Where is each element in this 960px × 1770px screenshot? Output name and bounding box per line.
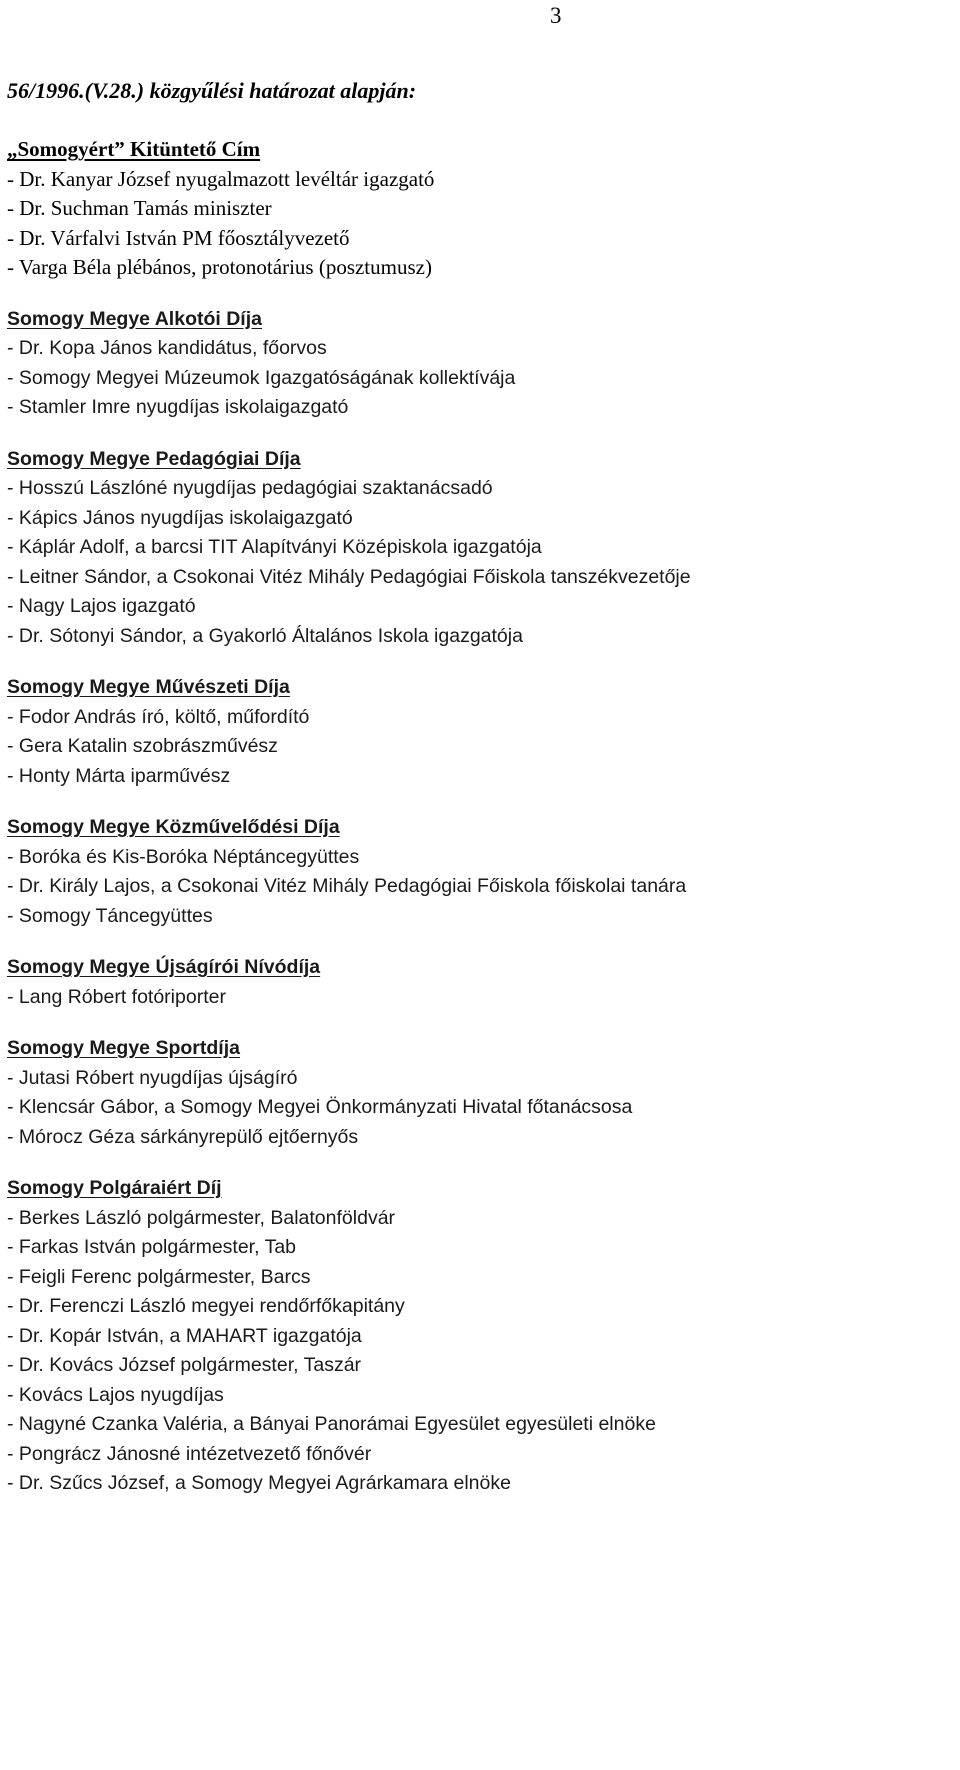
recipient-list [7, 334, 952, 423]
list-item: - Nagyné Czanka Valéria, a Bányai Panorámai Egyesület egyesületi elnöke [7, 1413, 656, 1435]
section-title: Somogy Polgáraiért Díj [7, 1177, 222, 1199]
list-item: - Honty Márta iparművész [7, 764, 231, 787]
list-item: - Klencsár Gábor, a Somogy Megyei Önkormányzati Hivatal főtanácsosa [7, 1096, 633, 1118]
section-ujsagiroi-nivodij [7, 953, 952, 1012]
section-alkotoi-dij [7, 305, 952, 423]
section-title: Somogy Megye Sportdíja [7, 1037, 240, 1059]
recipient-list [7, 843, 952, 932]
page-number: 3 [550, 3, 562, 28]
section-sportdij [7, 1034, 952, 1152]
list-item: - Mórocz Géza sárkányrepülő ejtőernyős [7, 1125, 359, 1148]
list-item: - Dr. Király Lajos, a Csokonai Vitéz Mihály Pedagógiai Főiskola főiskolai tanára [7, 875, 687, 897]
section-polgaraiert-dij [7, 1174, 952, 1499]
section-title: Somogy Megye Pedagógiai Díja [7, 447, 301, 470]
section-title: Somogy Megye Alkotói Díja [7, 307, 262, 330]
recipient-list [7, 1064, 952, 1153]
section-muveszeti-dij [7, 673, 952, 791]
resolution-heading: 56/1996.(V.28.) közgyűlési határozat alapján: [7, 78, 417, 103]
section-title: Somogy Megye Újságírói Nívódíja [7, 956, 321, 978]
list-item: - Stamler Imre nyugdíjas iskolaigazgató [7, 396, 349, 418]
list-item: - Pongrácz Jánosné intézetvezető főnővér [7, 1442, 372, 1465]
list-item: - Dr. Várfalvi István PM főosztályvezető [7, 225, 350, 250]
list-item: - Jutasi Róbert nyugdíjas újságíró [7, 1066, 298, 1089]
recipient-list [7, 474, 952, 651]
list-item: - Boróka és Kis-Boróka Néptáncegyüttes [7, 845, 360, 868]
list-item: - Dr. Ferenczi László megyei rendőrfőkapitány [7, 1295, 405, 1317]
list-item: - Somogy Megyei Múzeumok Igazgatóságának kollektívája [7, 366, 516, 389]
list-item: - Káplár Adolf, a barcsi TIT Alapítványi Középiskola igazgatója [7, 536, 542, 558]
section-kozmuvelodesi-dij [7, 813, 952, 931]
section-somogyert-cim [7, 135, 952, 283]
list-item: - Fodor András író, költő, műfordító [7, 705, 310, 728]
list-item: - Somogy Táncegyüttes [7, 904, 213, 927]
list-item: - Dr. Szűcs József, a Somogy Megyei Agrárkamara elnöke [7, 1472, 511, 1494]
list-item: - Varga Béla plébános, protonotárius (posztumusz) [7, 255, 432, 279]
section-title: Somogy Megye Közművelődési Díja [7, 816, 340, 838]
recipient-list [7, 1204, 952, 1499]
recipient-list [7, 703, 952, 792]
section-pedagogiai-dij [7, 445, 952, 652]
recipient-list [7, 983, 952, 1013]
list-item: - Berkes László polgármester, Balatonföldvár [7, 1206, 396, 1229]
award-list [7, 135, 952, 1521]
list-item: - Dr. Kopa János kandidátus, főorvos [7, 337, 327, 359]
section-title: „Somogyért” Kitüntető Cím [7, 137, 261, 161]
list-item: - Dr. Sótonyi Sándor, a Gyakorló Általános Iskola igazgatója [7, 624, 523, 647]
list-item: - Gera Katalin szobrászművész [7, 735, 278, 757]
list-item: - Dr. Kanyar József nyugalmazott levéltár igazgató [7, 166, 435, 191]
list-item: - Feigli Ferenc polgármester, Barcs [7, 1265, 311, 1288]
list-item: - Lang Róbert fotóriporter [7, 985, 226, 1008]
list-item: - Hosszú Lászlóné nyugdíjas pedagógiai szaktanácsadó [7, 477, 493, 499]
recipient-list [7, 165, 952, 283]
list-item: - Dr. Kopár István, a MAHART igazgatója [7, 1324, 362, 1347]
list-item: - Dr. Suchman Tamás miniszter [7, 196, 272, 220]
list-item: - Farkas István polgármester, Tab [7, 1236, 297, 1258]
list-item: - Kápics János nyugdíjas iskolaigazgató [7, 506, 353, 529]
section-title: Somogy Megye Művészeti Díja [7, 676, 290, 698]
list-item: - Nagy Lajos igazgató [7, 595, 196, 617]
list-item: - Leitner Sándor, a Csokonai Vitéz Mihály Pedagógiai Főiskola tanszékvezetője [7, 565, 691, 588]
list-item: - Dr. Kovács József polgármester, Taszár [7, 1354, 362, 1376]
list-item: - Kovács Lajos nyugdíjas [7, 1383, 224, 1406]
